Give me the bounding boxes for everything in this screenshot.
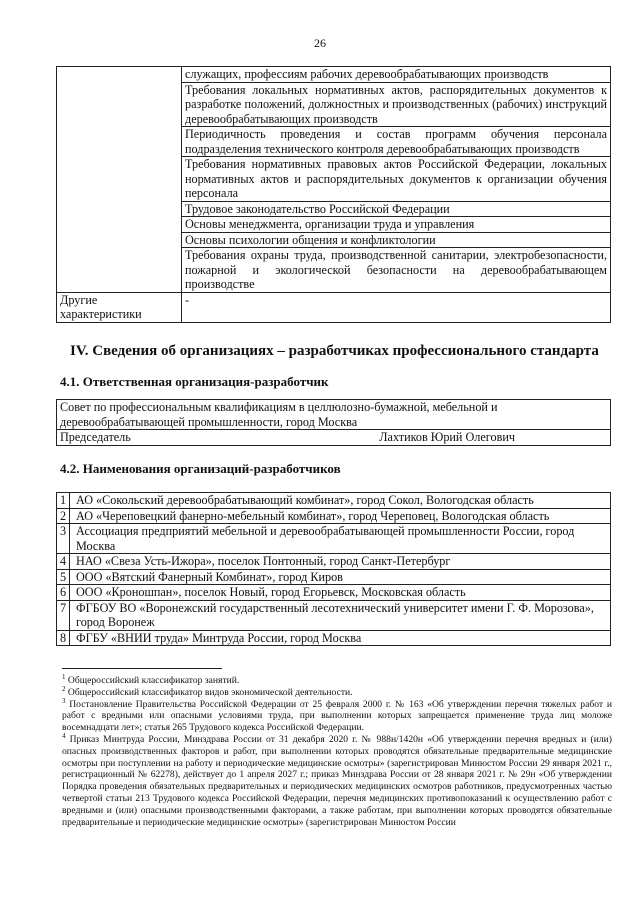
row-number: 6 bbox=[57, 585, 70, 601]
developer-name: ООО «Вятский Фанерный Комбинат», город Киров bbox=[70, 569, 611, 585]
other-characteristics-value: - bbox=[182, 292, 611, 322]
footnote-text: Приказ Минтруда России, Минздрава России от 31 декабря 2020 г. № 988н/1420н «Об утверждении перечня вредных и (или) опасных производственных факторов и работ, при выполнении которых проводятся обязательные предварительные медицинские осмотры при поступлении на работу и периодические медицинские осмотры» (зарегистрирован Минюстом России 29 января 2021 г., регистрационный № 62278), действует до 1 апреля 2027 г.; приказ Минздрава России от 28 января 2021 г. № 29н «Об утверждении Порядка проведения обязательных предварительных и периодических медицинских осмотров работников, предусмотренных частью четвертой статьи 213 Трудового кодекса Российской Федерации, перечня медицинских противопоказаний к осуществлению работ с вредными и (или) опасными производственными факторами, а также работам, при выполнении которых проводятся обязательные предварительные и периодические медицинские осмотры» (зарегистрирован Минюстом России bbox=[62, 733, 612, 828]
signatory-name: Лахтиков Юрий Олегович bbox=[379, 430, 515, 444]
row-number: 2 bbox=[57, 508, 70, 524]
footnote-marker: 4 bbox=[62, 731, 66, 740]
responsible-heading: 4.1. Ответственная организация-разработчик bbox=[60, 374, 329, 389]
footnote-separator bbox=[62, 668, 222, 669]
footnote bbox=[62, 684, 612, 699]
table-row bbox=[57, 400, 611, 430]
footnotes bbox=[62, 672, 612, 828]
row-number: 7 bbox=[57, 600, 70, 630]
section-title: IV. Сведения об организациях – разработчиках профессионального стандарта bbox=[70, 343, 599, 359]
row-number: 5 bbox=[57, 569, 70, 585]
footnote-marker: 1 bbox=[62, 672, 66, 681]
table-row bbox=[57, 554, 611, 570]
table-row bbox=[57, 600, 611, 630]
row-number: 3 bbox=[57, 524, 70, 554]
footnote-text: Общероссийский классификатор занятий. bbox=[67, 675, 240, 686]
developers-table bbox=[56, 492, 611, 646]
footnote-text: Общероссийский классификатор видов экономической деятельности. bbox=[67, 686, 353, 698]
developer-name: ООО «Кроношпан», поселок Новый, город Егорьевск, Московская область bbox=[70, 585, 611, 601]
table-cell: Требования охраны труда, производственной санитарии, электробезопасности, пожарной и экологической безопасности на деревообрабатывающем производстве bbox=[182, 248, 611, 293]
table-row bbox=[57, 493, 611, 509]
table-row bbox=[57, 585, 611, 601]
table-row bbox=[57, 67, 611, 83]
developers-heading: 4.2. Наименования организаций-разработчиков bbox=[60, 461, 341, 476]
table-label-cell-empty bbox=[57, 67, 182, 293]
table-row bbox=[57, 430, 611, 446]
table-cell: служащих, профессиям рабочих деревообрабатывающих производств bbox=[182, 67, 611, 83]
developer-name: ФГБОУ ВО «Воронежский государственный лесотехнический университет имени Г. Ф. Морозова», город Воронеж bbox=[70, 600, 611, 630]
table-row bbox=[57, 524, 611, 554]
footnote bbox=[62, 696, 612, 734]
row-number: 1 bbox=[57, 493, 70, 509]
developer-name: НАО «Свеза Усть-Ижора», поселок Понтонный, город Санкт-Петербург bbox=[70, 554, 611, 570]
page-number: 26 bbox=[314, 36, 326, 50]
responsible-org-table bbox=[56, 399, 611, 446]
footnote-marker: 3 bbox=[62, 696, 66, 705]
responsible-signatory-cell bbox=[57, 430, 611, 446]
developer-name: Ассоциация предприятий мебельной и деревообрабатывающей промышленности России, город Москва bbox=[70, 524, 611, 554]
table-cell: Требования локальных нормативных актов, распорядительных документов к разработке положений, должностных и производственных (рабочих) инструкций деревообрабатывающих производств bbox=[182, 82, 611, 127]
footnote-marker: 2 bbox=[62, 684, 66, 693]
table-cell: Основы психологии общения и конфликтологии bbox=[182, 232, 611, 248]
other-characteristics-label: Другие характеристики bbox=[57, 292, 182, 322]
developer-name: ФГБУ «ВНИИ труда» Минтруда России, город Москва bbox=[70, 630, 611, 646]
table-row bbox=[57, 292, 611, 322]
row-number: 8 bbox=[57, 630, 70, 646]
row-number: 4 bbox=[57, 554, 70, 570]
table-row bbox=[57, 630, 611, 646]
developer-name: АО «Сокольский деревообрабатывающий комбинат», город Сокол, Вологодская область bbox=[70, 493, 611, 509]
responsible-org-name: Совет по профессиональным квалификациям в целлюлозно-бумажной, мебельной и деревообрабатывающей промышленности, город Москва bbox=[57, 400, 611, 430]
footnote bbox=[62, 672, 612, 687]
table-cell: Трудовое законодательство Российской Федерации bbox=[182, 201, 611, 217]
knowledge-table bbox=[56, 66, 611, 323]
table-cell: Требования нормативных правовых актов Российской Федерации, локальных нормативных актов и распорядительных документов к организации обучения персонала bbox=[182, 157, 611, 202]
footnote-text: Постановление Правительства Российской Федерации от 25 февраля 2000 г. № 163 «Об утверждении перечня тяжелых работ и работ с вредными или опасными условиями труда, при выполнении которых запрещается применение труда лиц моложе восемнадцати лет»; статья 265 Трудового кодекса Российской Федерации. bbox=[62, 698, 612, 734]
table-row bbox=[57, 569, 611, 585]
footnote bbox=[62, 731, 612, 828]
table-cell: Периодичность проведения и состав программ обучения персонала подразделения технического контроля деревообрабатывающих производств bbox=[182, 127, 611, 157]
signatory-role: Председатель bbox=[60, 430, 131, 444]
table-cell: Основы менеджмента, организации труда и управления bbox=[182, 217, 611, 233]
table-row bbox=[57, 508, 611, 524]
developer-name: АО «Череповецкий фанерно-мебельный комбинат», город Череповец, Вологодская область bbox=[70, 508, 611, 524]
